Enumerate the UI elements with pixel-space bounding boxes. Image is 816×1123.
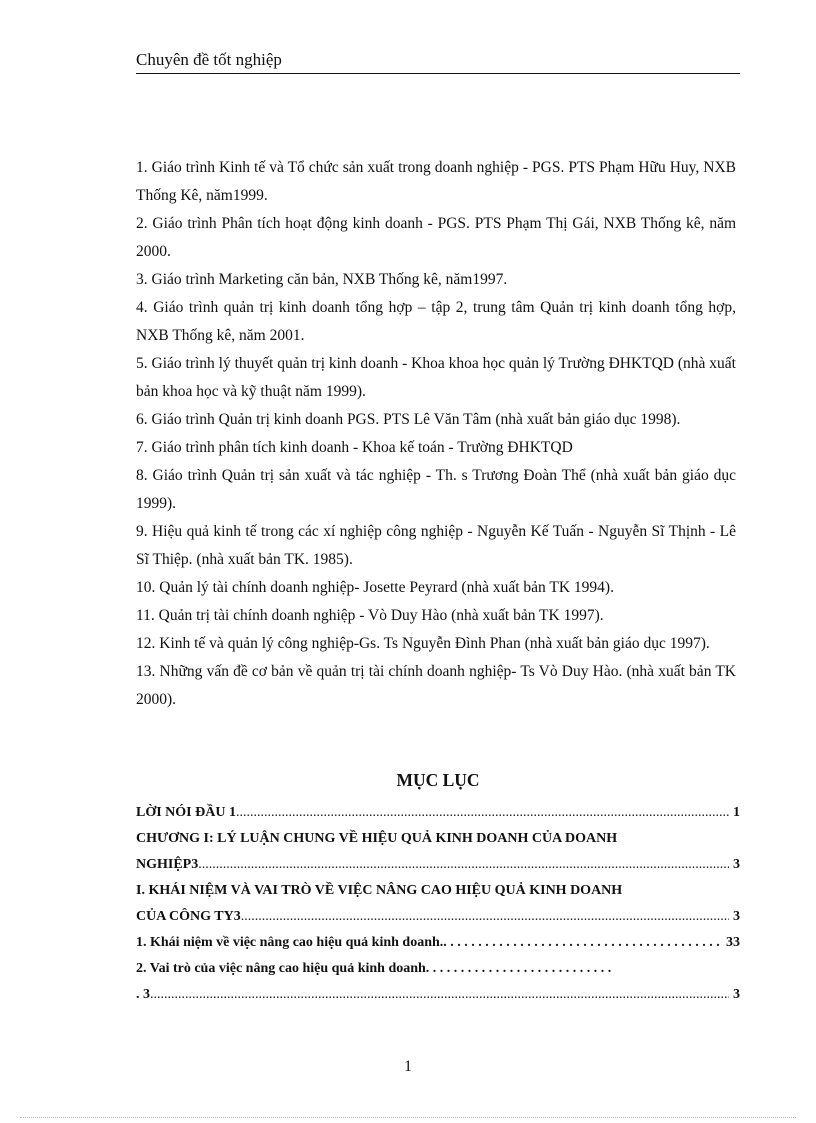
toc-entry-label: LỜI NÓI ĐẦU 1 <box>136 805 236 820</box>
toc-entry-label-cont: NGHIỆP3 <box>136 857 199 872</box>
reference-item: 9. Hiệu quả kinh tế trong các xí nghiệp công nghiệp - Nguyễn Kế Tuấn - Nguyễn Sĩ Thịnh - Lê Sĩ Thiệp. (nhà xuất bản TK. 1985). <box>136 523 736 568</box>
toc-page-number: 3 <box>733 857 740 872</box>
toc-page-number: 33 <box>726 935 740 950</box>
page-header: Chuyên đề tốt nghiệp <box>136 50 740 74</box>
table-of-contents <box>136 800 740 1008</box>
toc-page-number: 1 <box>733 805 740 820</box>
reference-item: 7. Giáo trình phân tích kinh doanh - Khoa kế toán - Trường ĐHKTQD <box>136 439 573 456</box>
toc-leader <box>198 852 729 878</box>
reference-item: 8. Giáo trình Quản trị sản xuất và tác nghiệp - Th. s Trương Đoàn Thể (nhà xuất bản giáo dục 1999). <box>136 467 736 512</box>
reference-item: 4. Giáo trình quản trị kinh doanh tổng hợp – tập 2, trung tâm Quản trị kinh doanh tổng hợp, NXB Thống kê, năm 2001. <box>136 299 736 344</box>
toc-page-number: 3 <box>733 987 740 1002</box>
reference-item: 1. Giáo trình Kinh tế và Tổ chức sản xuất trong doanh nghiệp - PGS. PTS Phạm Hữu Huy, NXB Thống Kê, năm1999. <box>136 159 736 204</box>
reference-item: 11. Quản trị tài chính doanh nghiệp - Vò Duy Hào (nhà xuất bản TK 1997). <box>136 607 604 624</box>
toc-entry-label: 1. Khái niệm về việc nâng cao hiệu quả kinh doanh. <box>136 935 444 950</box>
toc-entry-label: I. KHÁI NIỆM VÀ VAI TRÒ VỀ VIỆC NÂNG CAO HIỆU QUẢ KINH DOANH <box>136 883 623 898</box>
reference-item: 5. Giáo trình lý thuyết quản trị kinh doanh - Khoa khoa học quản lý Trường ĐHKTQD (nhà xuất bản khoa học và kỹ thuật năm 1999). <box>136 355 736 400</box>
toc-leader <box>150 982 729 1008</box>
toc-entry-subsection-2[interactable] <box>136 956 740 1008</box>
toc-leader <box>443 930 722 956</box>
toc-entry-label: 2. Vai trò của việc nâng cao hiệu quả kinh doanh. . . . . . . . . . . . . . . . . . . . . . . . . . . <box>136 961 612 976</box>
page-bottom-divider <box>20 1117 796 1118</box>
toc-entry-section-1[interactable] <box>136 878 740 930</box>
reference-item: 2. Giáo trình Phân tích hoạt động kinh doanh - PGS. PTS Phạm Thị Gái, NXB Thống kê, năm 2000. <box>136 215 736 260</box>
toc-entry-label-cont: . 3 <box>136 987 150 1002</box>
reference-item: 6. Giáo trình Quản trị kinh doanh PGS. PTS Lê Văn Tâm (nhà xuất bản giáo dục 1998). <box>136 411 681 428</box>
page-number: 1 <box>404 1058 412 1075</box>
toc-entry-preface[interactable] <box>136 800 740 826</box>
toc-title: MỤC LỤC <box>396 770 480 790</box>
toc-entry-chapter-1[interactable] <box>136 826 740 878</box>
toc-entry-subsection-1[interactable] <box>136 930 740 956</box>
reference-item: 3. Giáo trình Marketing căn bản, NXB Thống kê, năm1997. <box>136 271 508 288</box>
toc-page-number: 3 <box>733 909 740 924</box>
reference-item: 10. Quản lý tài chính doanh nghiệp- Josette Peyrard (nhà xuất bản TK 1994). <box>136 579 614 596</box>
reference-item: 12. Kinh tế và quản lý công nghiệp-Gs. Ts Nguyễn Đình Phan (nhà xuất bản giáo dục 1997). <box>136 635 710 652</box>
toc-leader <box>236 800 729 826</box>
toc-entry-label: CHƯƠNG I: LÝ LUẬN CHUNG VỀ HIỆU QUẢ KINH DOANH CỦA DOANH <box>136 831 618 846</box>
reference-item: 13. Những vấn đề cơ bản về quản trị tài chính doanh nghiệp- Ts Vò Duy Hào. (nhà xuất bản TK 2000). <box>136 663 736 708</box>
toc-leader <box>241 904 729 930</box>
reference-list <box>136 154 736 714</box>
toc-entry-label-cont: CỦA CÔNG TY3 <box>136 909 241 924</box>
